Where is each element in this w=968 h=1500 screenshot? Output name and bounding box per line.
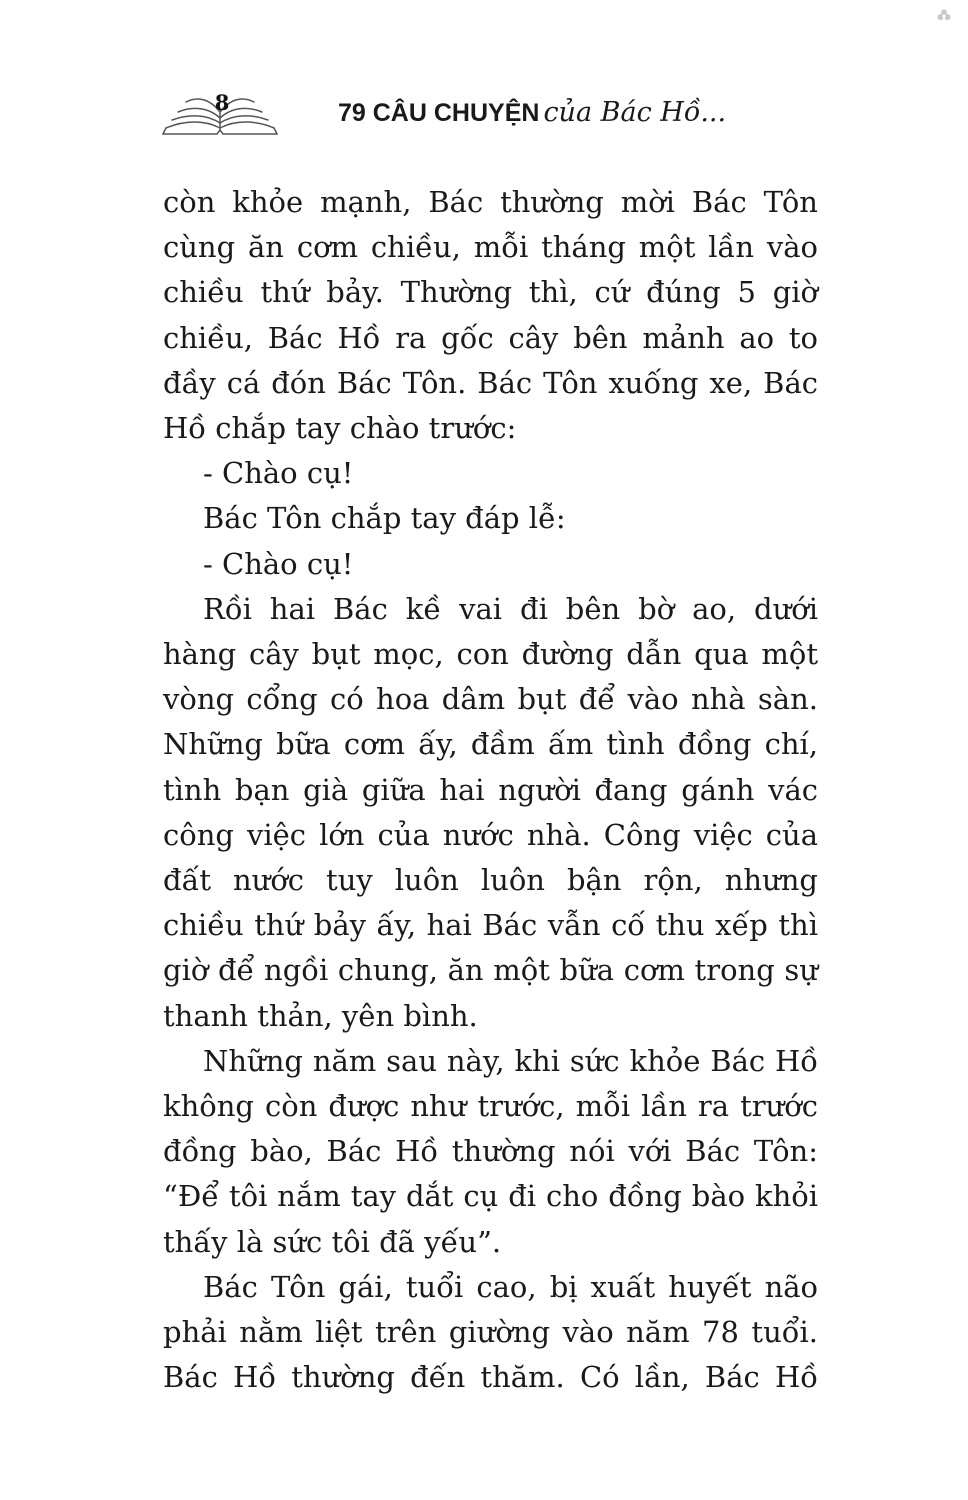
paragraph: Rồi hai Bác kề vai đi bên bờ ao, dưới hàng cây bụt mọc, con đường dẫn qua một vòng cổng có hoa dâm bụt để vào nhà sàn. Những bữa cơm ấy, đầm ấm tình đồng chí, tình bạn già giữa hai người đang gánh vác công việc lớn của nước nhà. Công việc của đất nước tuy luôn luôn bận rộn, nhưng chiều thứ bảy ấy, hai Bác vẫn cố thu xếp thì giờ để ngồi chung, ăn một bữa cơm trong sự thanh thản, yên bình. [163,591,818,1033]
running-title [338,97,726,128]
page-number: 8 [214,90,230,115]
dialogue-line: - Chào cụ! [203,546,354,581]
paragraph: Những năm sau này, khi sức khỏe Bác Hồ không còn được như trước, mỗi lần ra trước đồng bào, Bác Hồ thường nói với Bác Tôn: “Để tôi nắm tay dắt cụ đi cho đồng bào khỏi thấy là sức tôi đã yếu”. [163,1043,818,1259]
running-title-script: của Bác Hồ... [543,97,727,128]
running-title-main: 79 CÂU CHUYỆN [338,99,540,127]
running-header [160,82,820,142]
paragraph: Bác Tôn chắp tay đáp lễ: [203,501,566,536]
dialogue-line: - Chào cụ! [203,456,354,491]
paragraph: Bác Tôn gái, tuổi cao, bị xuất huyết não phải nằm liệt trên giường vào năm 78 tuổi. Bác Hồ thường đến thăm. Có lần, Bác Hồ [163,1269,818,1395]
body-text [163,180,818,1400]
paragraph: còn khỏe mạnh, Bác thường mời Bác Tôn cùng ăn cơm chiều, mỗi tháng một lần vào chiều thứ bảy. Thường thì, cứ đúng 5 giờ chiều, Bác Hồ ra gốc cây bên mảnh ao to đầy cá đón Bác Tôn. Bác Tôn xuống xe, Bác Hồ chắp tay chào trước: [163,185,818,446]
corner-flower-icon [936,8,952,24]
